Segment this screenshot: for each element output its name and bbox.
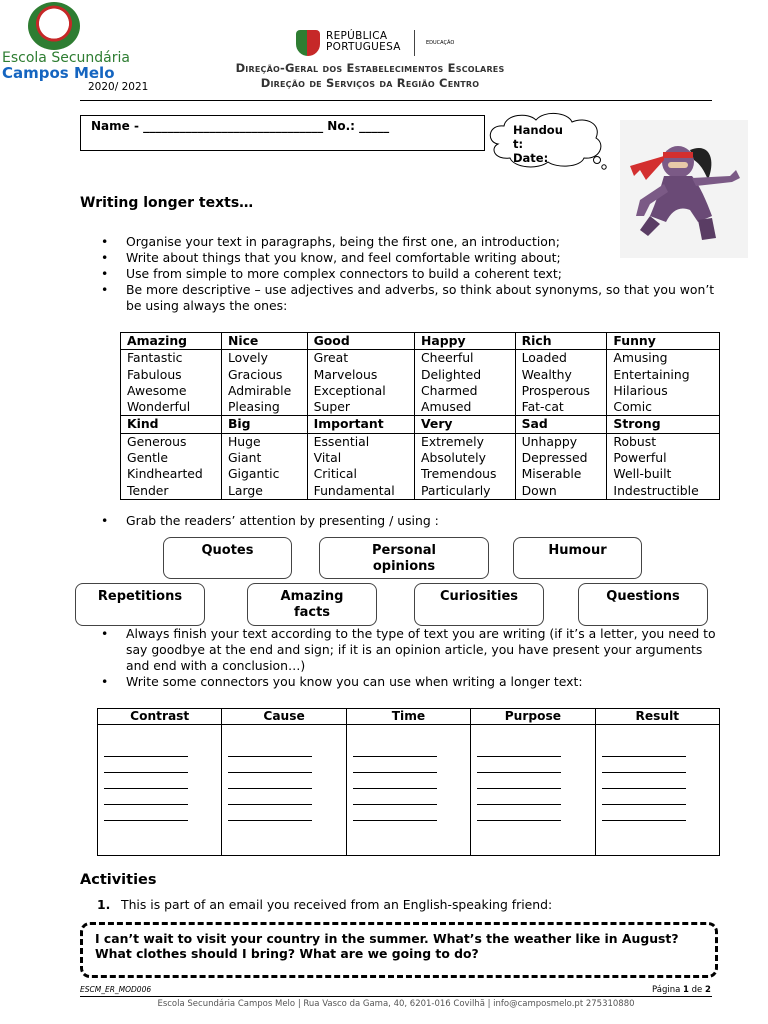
table-cell: Strong [607, 416, 720, 433]
page-of: de [691, 985, 703, 995]
table-cell: Vital [307, 450, 414, 466]
page-current: 1 [683, 985, 689, 995]
table-cell: Robust [607, 433, 720, 450]
table-cell: Cheerful [415, 350, 516, 367]
activities-heading: Activities [80, 872, 157, 888]
blank-line[interactable] [477, 741, 561, 757]
table-cell: Fundamental [307, 483, 414, 500]
form-code: ESCM_ER_MOD006 [80, 985, 152, 994]
question-1 [97, 897, 552, 912]
repetitions-box: Repetitions [75, 583, 205, 626]
republic-emblem [296, 30, 320, 56]
handout-label [513, 123, 573, 165]
table-row [121, 399, 720, 416]
footer-rule [80, 996, 712, 997]
table-cell: Super [307, 399, 414, 416]
portuguesa-text: PORTUGUESA [326, 41, 401, 53]
blank-line[interactable] [228, 741, 312, 757]
table-row [121, 483, 720, 500]
table-cell: Delighted [415, 367, 516, 383]
blank-line[interactable] [104, 757, 188, 773]
blank-line[interactable] [228, 757, 312, 773]
personal-opinions-box [319, 537, 489, 579]
table-cell: Critical [307, 466, 414, 482]
table-cell: Tremendous [415, 466, 516, 482]
table-cell: Gigantic [221, 466, 307, 482]
table-cell: Charmed [415, 383, 516, 399]
school-logo [28, 2, 80, 50]
blank-line[interactable] [353, 741, 437, 757]
school-year: 2020/ 2021 [88, 81, 149, 93]
table-cell: Absolutely [415, 450, 516, 466]
table-row [121, 350, 720, 367]
table-header-row [121, 416, 720, 433]
connector-blanks[interactable] [98, 725, 222, 856]
table-row [121, 367, 720, 383]
table-cell: Wealthy [515, 367, 607, 383]
table-cell: Prosperous [515, 383, 607, 399]
handout-date: Date: [513, 151, 549, 165]
question-text: This is part of an email you received from an English-speaking friend: [121, 897, 553, 912]
list-item: • Grab the readers’ attention by presenting / using : [80, 513, 716, 529]
table-cell: Happy [415, 333, 516, 350]
header-divider [414, 30, 415, 56]
blank-line[interactable] [477, 789, 561, 805]
table-cell: Depressed [515, 450, 607, 466]
page-total: 2 [704, 985, 711, 995]
republic-label [326, 31, 401, 53]
connectors-table [97, 708, 720, 856]
republica-text: REPÚBLICA [326, 30, 388, 42]
table-cell: Important [307, 416, 414, 433]
connector-blanks[interactable] [595, 725, 719, 856]
table-cell: Tender [121, 483, 222, 500]
list-item: • Be more descriptive – use adjectives and adverbs, so think about synonyms, so that you won’t be using always the ones: [80, 282, 716, 314]
table-cell: Fantastic [121, 350, 222, 367]
blank-line[interactable] [353, 757, 437, 773]
table-cell: Amused [415, 399, 516, 416]
table-cell: Pleasing [221, 399, 307, 416]
page-number [652, 985, 711, 995]
connector-blanks[interactable] [471, 725, 595, 856]
table-cell: Unhappy [515, 433, 607, 450]
table-cell: Funny [607, 333, 720, 350]
connector-header: Time [346, 709, 470, 725]
table-cell: Giant [221, 450, 307, 466]
table-cell: Rich [515, 333, 607, 350]
table-cell: Miserable [515, 466, 607, 482]
table-cell: Essential [307, 433, 414, 450]
blank-line[interactable] [602, 805, 686, 821]
email-excerpt [80, 922, 718, 978]
table-cell: Generous [121, 433, 222, 450]
connector-blanks[interactable] [222, 725, 346, 856]
school-name-line2: Campos Melo [2, 64, 115, 82]
educacao-label: EDUCAÇÃO [426, 40, 455, 46]
table-cell: Exceptional [307, 383, 414, 399]
table-cell: Wonderful [121, 399, 222, 416]
direcao-geral: Direção-Geral dos Estabelecimentos Escolares [235, 61, 505, 75]
blank-line[interactable] [104, 805, 188, 821]
table-cell: Awesome [121, 383, 222, 399]
table-row [121, 433, 720, 450]
table-cell: Powerful [607, 450, 720, 466]
blank-line[interactable] [477, 805, 561, 821]
table-cell: Sad [515, 416, 607, 433]
table-cell: Very [415, 416, 516, 433]
personal-line2: opinions [372, 559, 436, 574]
question-number: 1. [97, 897, 111, 912]
table-cell: Amusing [607, 350, 720, 367]
humour-box: Humour [513, 537, 642, 579]
header-rule [80, 100, 712, 101]
table-cell: Well-built [607, 466, 720, 482]
list-item: • Use from simple to more complex connectors to build a coherent text; [80, 266, 716, 282]
table-cell: Lovely [221, 350, 307, 367]
table-cell: Gentle [121, 450, 222, 466]
blank-line[interactable] [602, 773, 686, 789]
table-cell: Hilarious [607, 383, 720, 399]
handout-line1: Handou [513, 123, 563, 137]
table-cell: Admirable [221, 383, 307, 399]
table-row [121, 383, 720, 399]
blank-line[interactable] [353, 805, 437, 821]
connector-blanks[interactable] [346, 725, 470, 856]
blank-line[interactable] [477, 773, 561, 789]
table-row [121, 466, 720, 482]
blank-line[interactable] [602, 741, 686, 757]
list-item: • Write about things that you know, and feel comfortable writing about; [80, 250, 716, 266]
connector-header: Contrast [98, 709, 222, 725]
table-cell: Good [307, 333, 414, 350]
blank-line[interactable] [104, 741, 188, 757]
table-header-row [121, 333, 720, 350]
page-label: Página [652, 985, 681, 995]
list-item: • Organise your text in paragraphs, being the first one, an introduction; [80, 234, 716, 250]
list-item: • Always finish your text according to the type of text you are writing (if it’s a letter, you need to say goodbye at the end and sign; if it is an opinion article, you have present your arguments and end with a conclusion…) [80, 626, 716, 674]
blank-line[interactable] [602, 757, 686, 773]
list-item: • Write some connectors you know you can use when writing a longer text: [80, 674, 716, 690]
table-cell: Loaded [515, 350, 607, 367]
table-cell: Large [221, 483, 307, 500]
amazing-facts-box [247, 583, 377, 626]
questions-box: Questions [578, 583, 708, 626]
table-cell: Big [221, 416, 307, 433]
connector-header: Result [595, 709, 719, 725]
table-row [121, 450, 720, 466]
direcao-servicos: Direção de Serviços da Região Centro [260, 76, 480, 90]
table-cell: Fat-cat [515, 399, 607, 416]
table-cell: Indestructible [607, 483, 720, 500]
table-cell: Fabulous [121, 367, 222, 383]
attention-list [80, 513, 716, 529]
table-cell: Great [307, 350, 414, 367]
curiosities-box: Curiosities [414, 583, 544, 626]
blank-line[interactable] [477, 757, 561, 773]
blank-line[interactable] [353, 789, 437, 805]
personal-line1: Personal [372, 543, 436, 558]
email-line1: I can’t wait to visit your country in the summer. What’s the weather like in August? [95, 931, 679, 946]
blank-line[interactable] [602, 789, 686, 805]
table-cell: Kind [121, 416, 222, 433]
table-cell: Particularly [415, 483, 516, 500]
blank-line[interactable] [104, 789, 188, 805]
quotes-box: Quotes [163, 537, 292, 579]
table-cell: Gracious [221, 367, 307, 383]
writing-tips-list [80, 234, 716, 314]
finishing-tips-list [80, 626, 716, 690]
school-name-line1: Escola Secundária [2, 50, 130, 66]
blank-line[interactable] [104, 773, 188, 789]
table-cell: Marvelous [307, 367, 414, 383]
connector-header: Cause [222, 709, 346, 725]
table-cell: Amazing [121, 333, 222, 350]
blank-line[interactable] [228, 805, 312, 821]
table-cell: Kindhearted [121, 466, 222, 482]
synonyms-table [120, 332, 720, 500]
table-cell: Down [515, 483, 607, 500]
blank-line[interactable] [353, 773, 437, 789]
blank-line[interactable] [228, 773, 312, 789]
name-field[interactable]: Name - ______________________________ No.: _____ [80, 115, 485, 151]
table-cell: Nice [221, 333, 307, 350]
table-cell: Huge [221, 433, 307, 450]
section-title: Writing longer texts… [80, 195, 254, 211]
email-line2: What clothes should I bring? What are we going to do? [95, 946, 479, 961]
handout-line2: t: [513, 137, 524, 151]
amazing-line1: Amazing [280, 589, 344, 604]
table-cell: Comic [607, 399, 720, 416]
connector-header: Purpose [471, 709, 595, 725]
amazing-line2: facts [293, 605, 331, 620]
table-cell: Entertaining [607, 367, 720, 383]
blank-line[interactable] [228, 789, 312, 805]
footer-address: Escola Secundária Campos Melo | Rua Vasco da Gama, 40, 6201-016 Covilhã | info@camposmelo.pt 275310880 [157, 999, 635, 1009]
table-cell: Extremely [415, 433, 516, 450]
